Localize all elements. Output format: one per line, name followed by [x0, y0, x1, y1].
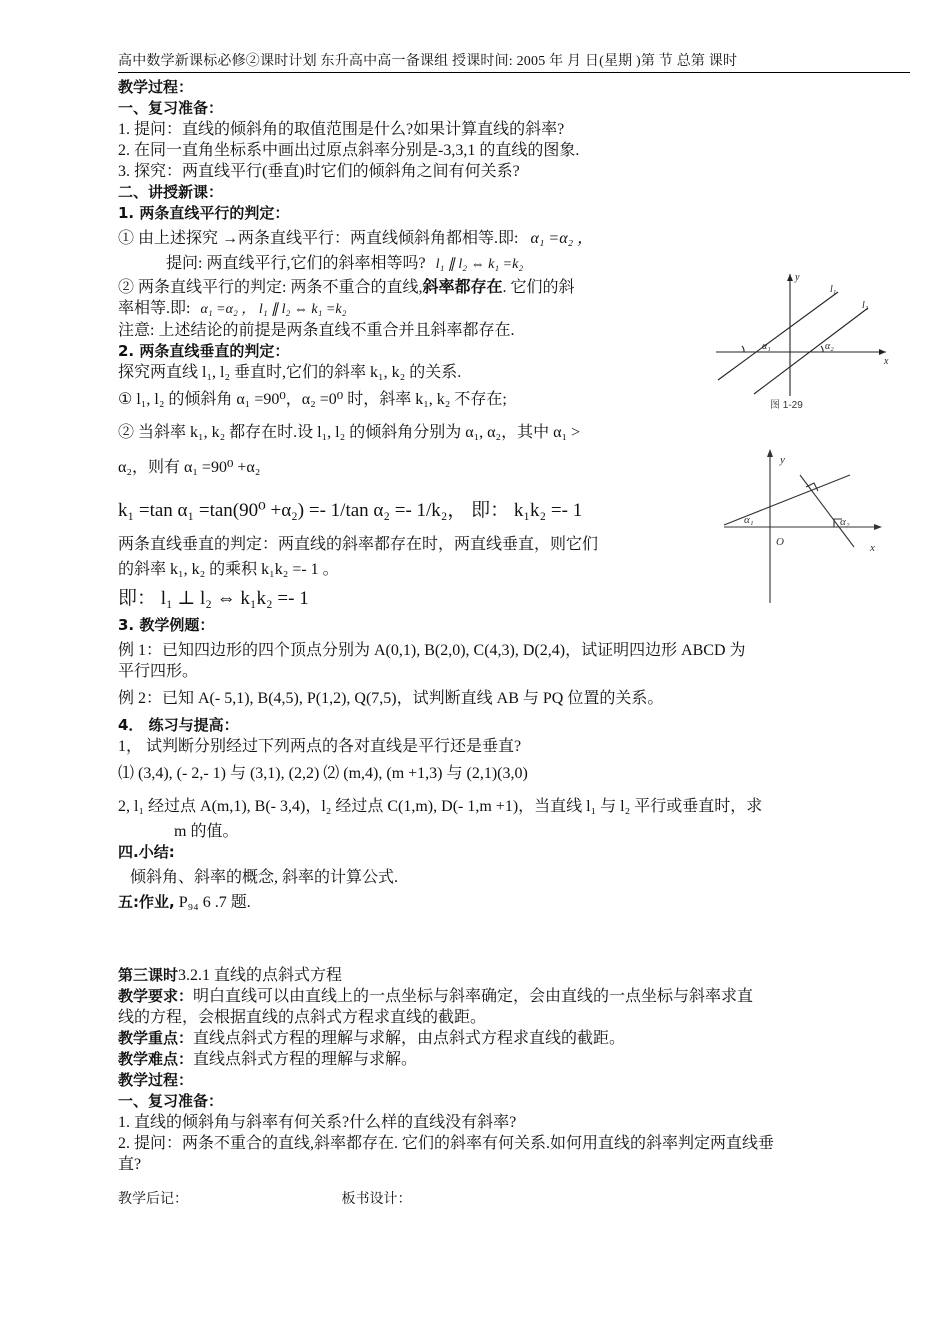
explore-text: 探究两直线 l₁, l₂ 垂直时,它们的斜率 k₁, k₂ 的关系.: [118, 364, 462, 381]
alpha1-label: α₁: [762, 341, 771, 352]
homework-label: 五:作业,: [118, 893, 175, 911]
requirement-label: 教学要求：: [118, 987, 194, 1005]
parallel-text: ② 两条直线平行的判定: 两条不重合的直线,: [118, 279, 423, 296]
difficulty-label: 教学难点：: [118, 1050, 194, 1068]
section-heading: 一、复习准备：: [118, 99, 224, 117]
example-1: 例 1：已知四边形的四个顶点分别为 A(0,1), B(2,0), C(4,3), D(2,4)，试证明四边形 ABCD 为: [118, 642, 746, 659]
document-body: [118, 77, 918, 1210]
summary: 倾斜角、斜率的概念, 斜率的计算公式.: [130, 869, 399, 886]
question-text: 提问: 两直线平行,它们的斜率相等吗?: [166, 255, 426, 272]
figure-caption: 图 1-29: [770, 400, 803, 411]
l1-label: l₁: [830, 284, 837, 295]
teaching-requirement: [118, 986, 918, 1007]
review2-item-2: 2. 提问：两条不重合的直线,斜率都存在. 它们的斜率有何关系.如何用直线的斜率判定两直线垂: [118, 1135, 775, 1152]
y-arrow: [787, 274, 793, 281]
angle-arc-1: [742, 346, 744, 352]
parallel-text: 率相等.即:: [118, 300, 191, 317]
parallel-point-1: [118, 228, 918, 249]
key-text: 直线点斜式方程的理解与求解，由点斜式方程求直线的截距。: [193, 1030, 626, 1047]
lesson-name: 3.2.1 直线的点斜式方程: [178, 967, 343, 984]
homework-text: P₉₄ 6 .7 题.: [174, 894, 251, 911]
alpha2-label: α₂: [825, 341, 834, 352]
practice-1-items: ⑴ (3,4), (- 2,- 1) 与 (3,1), (2,2) ⑵ (m,4), (m +1,3) 与 (2,1)(3,0): [118, 765, 528, 782]
y-label: y: [795, 272, 800, 283]
figure-parallel-lines: [708, 268, 898, 416]
x-arrow: [874, 524, 882, 530]
perp-rule-cont: 的斜率 k₁, k₂ 的乘积 k₁k₂ =- 1 。: [118, 561, 339, 578]
review-item-3: 3. 探究：两直线平行(垂直)时它们的倾斜角之间有何关系?: [118, 163, 520, 180]
section-heading: 教学过程：: [118, 1071, 194, 1089]
perp-rule: 两条直线垂直的判定：两直线的斜率都存在时，两直线垂直，则它们: [118, 536, 599, 553]
line-l1: [724, 475, 850, 525]
review-item-1: 1. 提问：直线的倾斜角的取值范围是什么?如果计算直线的斜率?: [118, 121, 565, 138]
parallel-math: α₁ =α₂ ， l₁ ∥ l₂ ⇔ k₁ =k₂: [200, 302, 347, 317]
practice-2: 2, l₁ 经过点 A(m,1), B(- 3,4)，l₂ 经过点 C(1,m), D(- 1,m +1)，当直线 l₁ 与 l₂ 平行或垂直时，求: [118, 798, 763, 815]
parallel-text: . 它们的斜: [502, 279, 575, 296]
teaching-requirement-cont: 线的方程，会根据直线的点斜式方程求直线的截距。: [118, 1009, 487, 1026]
key-label: 教学重点：: [118, 1029, 194, 1047]
practice-2-cont: m 的值。: [174, 823, 239, 840]
perp-case-2: ② 当斜率 k₁, k₂ 都存在时.设 l₁, l₂ 的倾斜角分别为 α₁, α₂，其中 α₁ >: [118, 424, 581, 441]
subsection-heading: 4． 练习与提高：: [118, 716, 239, 734]
page-header: 高中数学新课标必修②课时计划 东升高中高一备课组 授课时间: 2005 年 月 日(星期 )第 节 总第 课时: [118, 50, 910, 73]
x-label: x: [870, 542, 875, 554]
x-arrow: [879, 349, 886, 355]
parallel-text: ① 由上述探究 →两条直线平行：两直线倾斜角都相等.即:: [118, 230, 519, 247]
subsection-heading: 3. 教学例题：: [118, 616, 215, 634]
l2-label: l₂: [862, 300, 869, 311]
subsection-heading: 2. 两条直线垂直的判定：: [118, 342, 290, 360]
note: 注意: 上述结论的前提是两条直线不重合并且斜率都存在.: [118, 322, 515, 339]
section-heading: 四.小结:: [118, 843, 175, 861]
section-heading: 教学过程：: [118, 78, 194, 96]
requirement-text: 明白直线可以由直线上的一点坐标与斜率确定，会由直线的一点坐标与斜率求直: [193, 988, 754, 1005]
review2-item-1: 1. 直线的倾斜角与斜率有何关系?什么样的直线没有斜率?: [118, 1114, 517, 1131]
lesson-title: [118, 965, 918, 986]
key-point: [118, 1028, 918, 1049]
example-1-cont: 平行四形。: [118, 663, 199, 680]
question-math: l₁ ∥ l₂ ⇔ k₁ =k₂: [435, 257, 524, 272]
difficult-point: [118, 1049, 918, 1070]
slope-formula: k₁ =tan α₁ =tan(90⁰ +α₂) =- 1/tan α₂ =- 1/k₂， 即： k₁k₂ =- 1: [118, 500, 583, 521]
homework: [118, 892, 918, 913]
origin-label: O: [776, 536, 784, 548]
angle-arc-2: [821, 346, 823, 352]
x-label: x: [884, 356, 889, 367]
alpha1-label: α₁: [744, 514, 754, 526]
line-l2: [754, 308, 868, 394]
review2-item-2-cont: 直?: [118, 1156, 142, 1173]
practice-1: 1， 试判断分别经过下列两点的各对直线是平行还是垂直?: [118, 738, 522, 755]
perp-case-2-cont: α₂，则有 α₁ =90⁰ +α₂: [118, 459, 261, 476]
difficulty-text: 直线点斜式方程的理解与求解。: [193, 1051, 418, 1068]
figure-perpendicular-lines: [722, 445, 892, 605]
alpha2-label: α₂: [840, 516, 850, 528]
bold-phrase: 斜率都存在: [422, 279, 503, 296]
review-item-2: 2. 在同一直角坐标系中画出过原点斜率分别是-3,3,1 的直线的图象.: [118, 142, 580, 159]
board-design-label: 板书设计：: [341, 1192, 412, 1207]
footer-row: [118, 1189, 918, 1210]
y-label: y: [780, 454, 785, 466]
y-arrow: [767, 449, 773, 457]
line-l1: [718, 292, 838, 380]
perp-equivalence: 即： l₁ ⊥ l₂ ⇔ k₁k₂ =- 1: [118, 588, 309, 609]
lesson-label: 第三课时: [118, 966, 179, 984]
subsection-heading: 1. 两条直线平行的判定：: [118, 204, 290, 222]
example-2: 例 2：已知 A(- 5,1), B(4,5), P(1,2), Q(7,5)，试判断直线 AB 与 PQ 位置的关系。: [118, 690, 664, 707]
section-heading: 二、讲授新课：: [118, 183, 224, 201]
parallel-math: α₁ =α₂ ，: [530, 230, 594, 247]
section-heading: 一、复习准备：: [118, 1092, 224, 1110]
teaching-notes-label: 教学后记：: [118, 1192, 188, 1207]
perp-case-1: ① l₁, l₂ 的倾斜角 α₁ =90⁰，α₂ =0⁰ 时，斜率 k₁, k₂ 不存在;: [118, 391, 507, 408]
